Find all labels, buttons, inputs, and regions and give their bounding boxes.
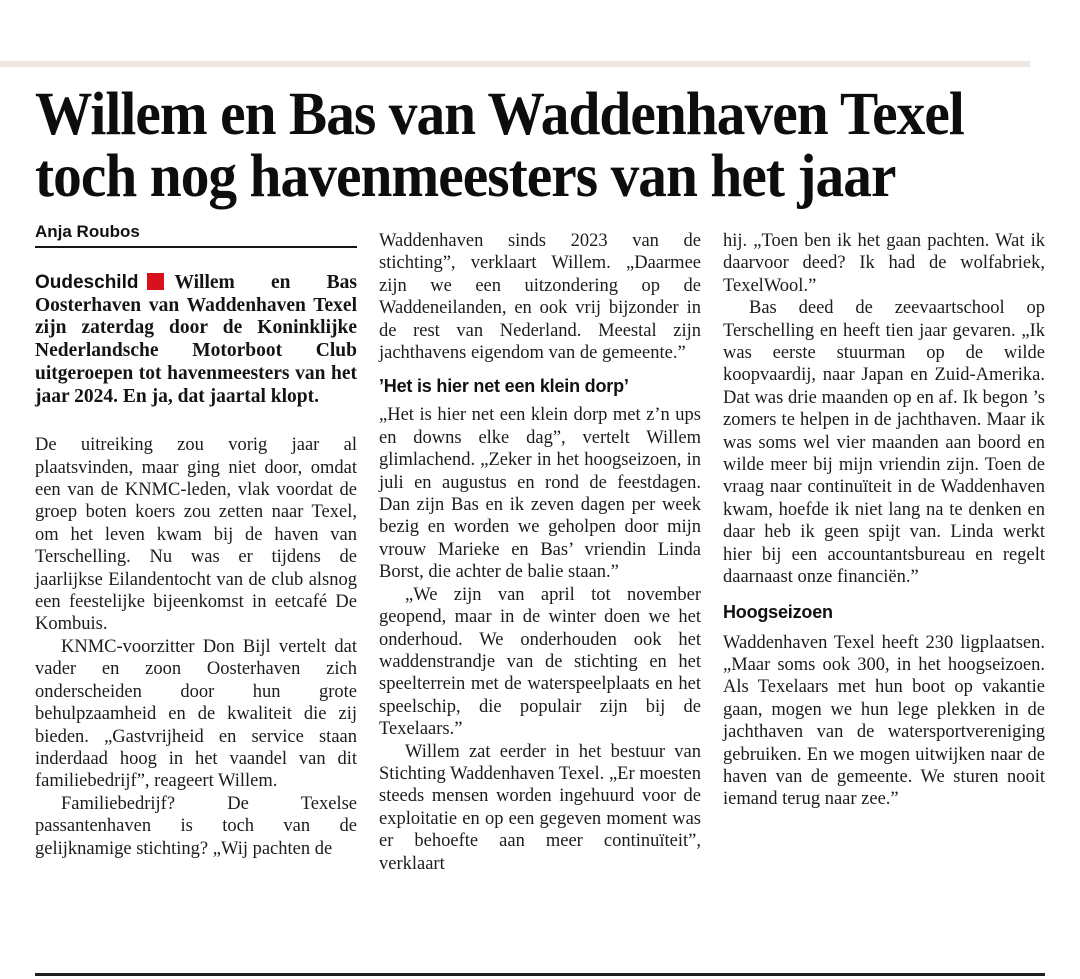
lead-text: Willem en Bas Oosterhaven van Waddenhaven Texel zijn zaterdag door de Koninklijke Nederlandsche Motorboot Club uitgeroepen tot havenmeesters van het jaar 2024. En ja, dat jaartal klopt. [35, 272, 357, 407]
article-bottom-rule [35, 973, 1045, 976]
paragraph: KNMC-voorzitter Don Bijl vertelt dat vader en zoon Oosterhaven zich onderscheiden door hun grote behulpzaamheid en de kwaliteit die zij bieden. „Gastvrijheid en service staan inderdaad hoog in het vaandel van dit familiebedrijf”, reageert Willem. [35, 636, 357, 792]
paragraph: Waddenhaven Texel heeft 230 ligplaatsen. „Maar soms ook 300, in het hoogseizoen. Als Texelaars met hun boot op vakantie gaan, mogen we hun lege plekken in de jachthaven van de watersportvereniging gebruiken. En we mogen uitwijken naar de haven van de gemeente. We sturen nooit iemand terug naar zee.” [723, 632, 1045, 810]
paragraph: Waddenhaven sinds 2023 van de stichting”, verklaart Willem. „Daarmee zijn we een uitzondering op de Waddeneilanden, en ook vrij bijzonder in de rest van Nederland. Meestal zijn jachthavens eigendom van de gemeente.” [379, 231, 701, 364]
article-column-1 [35, 222, 357, 860]
byline [35, 222, 357, 248]
paragraph: „We zijn van april tot november geopend, maar in de winter doen we het onderhoud. We onderhouden ook het waddenstrandje van de stichting en het speelterrein met de waterspeelplaats en het speelschip, die populair zijn bij de Texelaars.” [379, 584, 701, 740]
paragraph: Willem zat eerder in het bestuur van Stichting Waddenhaven Texel. „Er moesten steeds mensen worden ingehuurd voor de exploitatie en op een gegeven moment was er behoefte aan meer continuïteit”, verklaart [379, 741, 701, 874]
article-columns [35, 222, 1047, 875]
article-column-2 [379, 222, 701, 875]
headline [35, 81, 1047, 210]
dateline: Oudeschild [35, 272, 139, 293]
subhead-hoogseizoen: Hoogseizoen [723, 601, 833, 622]
paragraph: „Het is hier net een klein dorp met z’n ups en downs elke dag”, vertelt Willem glimlachend. „Zeker in het hoogseizoen, in juli en augustus en rond de feestdagen. Dan zijn Bas en ik zeven dagen per week bezig en worden we geholpen door mijn vrouw Marieke en Bas’ vriendin Linda Borst, die achter de balie staan.” [379, 405, 701, 583]
byline-author: Anja Roubos [35, 222, 140, 241]
article [35, 0, 1047, 875]
headline-line-2: toch nog havenmeesters van het jaar [35, 143, 896, 210]
lead-paragraph [35, 272, 357, 408]
subhead-klein-dorp: ’Het is hier net een klein dorp’ [379, 376, 629, 397]
paragraph: Familiebedrijf? De Texelse passantenhaven is toch van de gelijknamige stichting? „Wij pachten de [35, 793, 357, 859]
paragraph: De uitreiking zou vorig jaar al plaatsvinden, maar ging niet door, omdat een van de KNMC-leden, vlak voordat de groep boten koers zou zetten naar Texel, om het leven kwam bij de haven van Terschelling. Nu was er tijdens de jaarlijkse Eilandentocht van de club alsnog een feestelijke bijeenkomst in eetcafé De Kombuis. [35, 435, 357, 635]
article-column-3 [723, 222, 1045, 811]
paragraph: Bas deed de zeevaartschool op Terschelling en heeft tien jaar gevaren. „Ik was eerste stuurman op de wilde koopvaardij, naar Japan en Zuid-Amerika. Dat was drie maanden op en af. Ik begon ’s zomers te helpen in de jachthaven. Maar ik was soms wel vier maanden aan boord en wilde meer bij mijn vriendin zijn. Toen de vraag naar continuïteit in de Waddenhaven kwam, hoefde ik niet lang na te denken en daar heb ik geen spijt van. Linda werkt hier bij een accountantsbureau en regelt daarnaast onze financiën.” [723, 298, 1045, 588]
paragraph: hij. „Toen ben ik het gaan pachten. Wat ik daarvoor deed? Ik had de wolfabriek, TexelWool.” [723, 231, 1045, 296]
dateline-marker-icon [147, 273, 164, 290]
headline-line-1: Willem en Bas van Waddenhaven Texel [35, 81, 964, 148]
